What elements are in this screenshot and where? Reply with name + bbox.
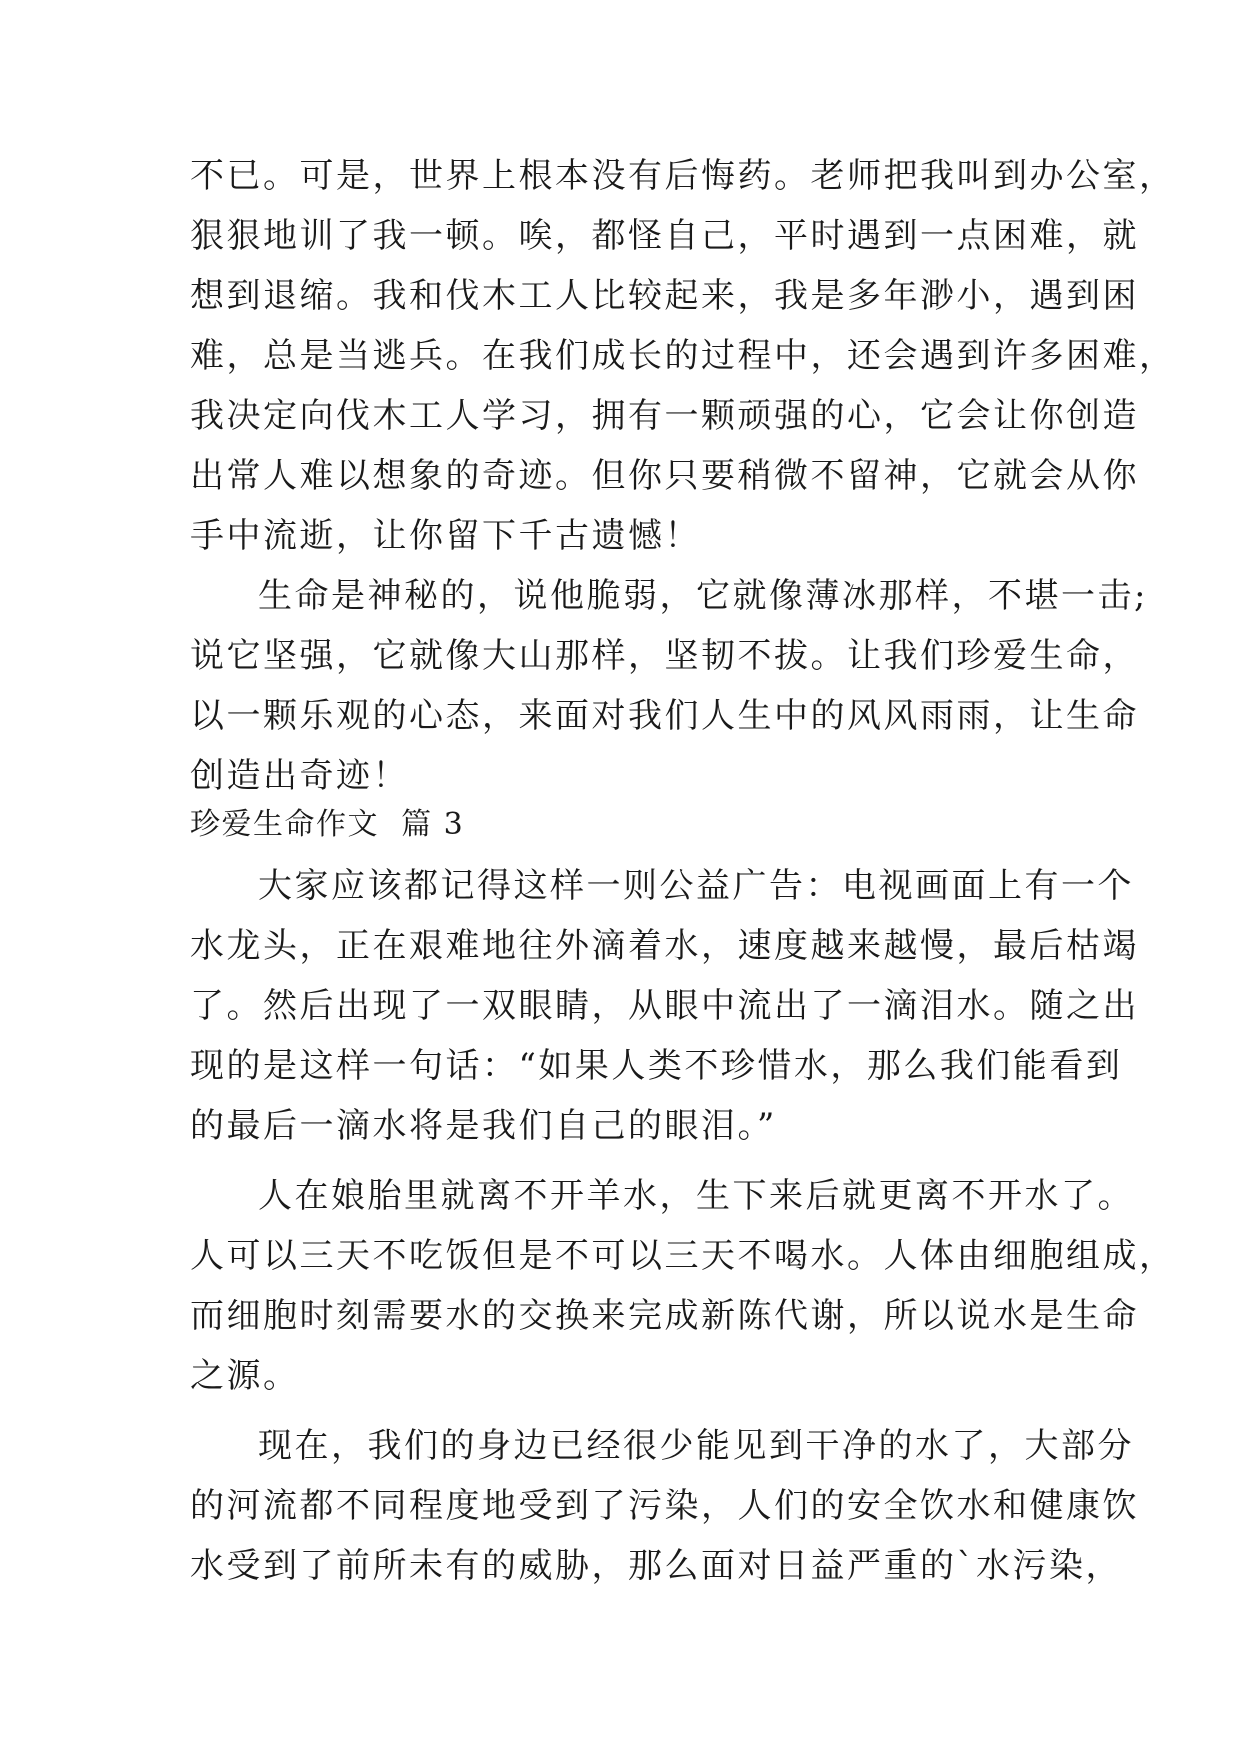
- paragraph-line: 手中流逝，让你留下千古遗憾！: [190, 516, 701, 556]
- paragraph-line: 了。然后出现了一双眼睛，从眼中流出了一滴泪水。随之出: [190, 986, 1139, 1026]
- paragraph-line: 生命是神秘的，说他脆弱，它就像薄冰那样，不堪一击;: [258, 576, 1148, 616]
- paragraph-line: 难，总是当逃兵。在我们成长的过程中，还会遇到许多困难，: [190, 336, 1176, 376]
- paragraph-line: 以一颗乐观的心态，来面对我们人生中的风风雨雨，让生命: [190, 696, 1139, 736]
- paragraph-line: 狠狠地训了我一顿。唉，都怪自己，平时遇到一点困难，就: [190, 216, 1139, 256]
- section-heading: 珍爱生命作文 篇 3: [190, 807, 465, 842]
- paragraph-line: 出常人难以想象的奇迹。但你只要稍微不留神，它就会从你: [190, 456, 1139, 496]
- paragraph-line: 现在，我们的身边已经很少能见到干净的水了，大部分: [258, 1426, 1134, 1466]
- paragraph-line: 水受到了前所未有的威胁，那么面对日益严重的`水污染，: [190, 1546, 1122, 1586]
- paragraph-line: 人可以三天不吃饭但是不可以三天不喝水。人体由细胞组成，: [190, 1236, 1176, 1276]
- paragraph-line: 水龙头，正在艰难地往外滴着水，速度越来越慢，最后枯竭: [190, 926, 1139, 966]
- paragraph-line: 现的是这样一句话：“如果人类不珍惜水，那么我们能看到: [190, 1046, 1123, 1086]
- paragraph-line: 不已。可是，世界上根本没有后悔药。老师把我叫到办公室，: [190, 156, 1176, 196]
- paragraph-line: 的最后一滴水将是我们自己的眼泪。”: [190, 1106, 777, 1146]
- paragraph-line: 大家应该都记得这样一则公益广告：电视画面上有一个: [258, 866, 1134, 906]
- paragraph-line: 说它坚强，它就像大山那样，坚韧不拔。让我们珍爱生命，: [190, 636, 1139, 676]
- paragraph-line: 想到退缩。我和伐木工人比较起来，我是多年渺小，遇到困: [190, 276, 1139, 316]
- paragraph-line: 人在娘胎里就离不开羊水，生下来后就更离不开水了。: [258, 1176, 1134, 1216]
- paragraph-line: 我决定向伐木工人学习，拥有一颗顽强的心，它会让你创造: [190, 396, 1139, 436]
- paragraph-line: 创造出奇迹！: [190, 756, 409, 796]
- paragraph-line: 而细胞时刻需要水的交换来完成新陈代谢，所以说水是生命: [190, 1296, 1139, 1336]
- paragraph-line: 的河流都不同程度地受到了污染，人们的安全饮水和健康饮: [190, 1486, 1139, 1526]
- paragraph-line: 之源。: [190, 1356, 300, 1396]
